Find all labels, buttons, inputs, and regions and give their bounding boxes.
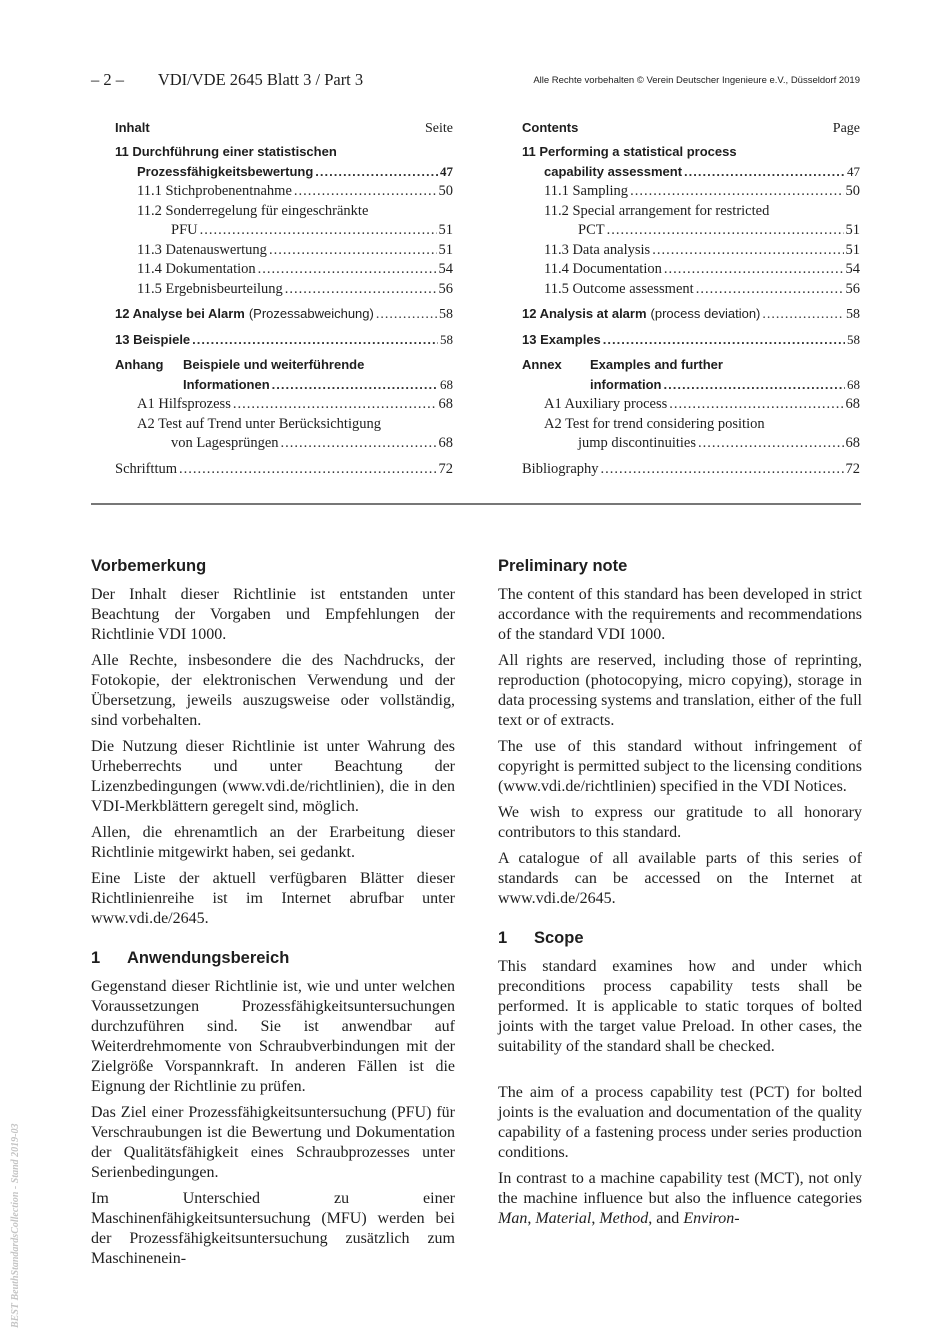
toc-entry[interactable]: jump discontinuities ..... 68 bbox=[522, 435, 860, 455]
toc-entry[interactable]: 11.3 Datenauswertung ..... 51 bbox=[115, 242, 453, 262]
toc-entry[interactable]: Anhang Beispiele und weiterführende bbox=[115, 357, 365, 372]
toc-entry[interactable]: 11.2 Sonderregelung für eingeschränkte bbox=[137, 202, 369, 219]
body-english bbox=[498, 555, 862, 1235]
toc-entry[interactable]: PCT ..... 51 bbox=[522, 222, 860, 242]
toc-entry[interactable]: 11.3 Data analysis ..... 51 bbox=[522, 242, 860, 262]
copyright-notice: Alle Rechte vorbehalten © Verein Deutscher Ingenieure e.V., Düsseldorf 2019 bbox=[533, 75, 860, 86]
toc-entry[interactable]: A1 Auxiliary process ..... 68 bbox=[522, 396, 860, 416]
paragraph: Die Nutzung dieser Richtlinie ist unter Wahrung des Urheberrechts und unter Beachtung der Lizenzbedingungen (www.vdi.de/richtlinien), die in den VDI-Merkblättern geregelt sind, möglich. bbox=[91, 738, 455, 815]
paragraph: In contrast to a machine capability test (MCT), not only the machine influence but also the influence categories Man, Material, Method, and Environ- bbox=[498, 1170, 862, 1227]
toc-entry[interactable]: 11.1 Stichprobenentnahme ..... 50 bbox=[115, 183, 453, 203]
paragraph: Gegenstand dieser Richtlinie ist, wie und unter welchen Voraussetzungen Prozessfähigkeitsuntersuchungen durchzuführen sind. Sie ist anwendbar auf Weiterdrehmomente von Schraubverbindungen mit der Zielgröße Vorspannkraft. In anderen Fällen ist die Eignung der Richtlinie zu prüfen. bbox=[91, 978, 455, 1095]
watermark-text: BEST BeuthStandardsCollection - Stand 2019-03 bbox=[10, 1123, 21, 1328]
section-heading: Vorbemerkung bbox=[91, 557, 207, 575]
toc-entry[interactable]: capability assessment ..... 47 bbox=[522, 164, 860, 184]
paragraph: Das Ziel einer Prozessfähigkeitsuntersuchung (PFU) für Verschraubungen ist die Bewertung und Dokumentation der Qualitätsfähigkeit eines Schraubprozesses unter Serienbedingungen. bbox=[91, 1104, 455, 1181]
toc-english bbox=[522, 120, 860, 480]
paragraph: A catalogue of all available parts of this series of standards can be accessed on the Internet at www.vdi.de/2645. bbox=[498, 850, 862, 907]
section-heading: Preliminary note bbox=[498, 557, 628, 575]
toc-entry[interactable]: PFU ..... 51 bbox=[115, 222, 453, 242]
toc-entry[interactable]: Informationen ..... 68 bbox=[115, 377, 453, 397]
paragraph: Eine Liste der aktuell verfügbaren Blätter dieser Richtlinienreihe ist im Internet abrufbar unter www.vdi.de/2645. bbox=[91, 870, 455, 927]
toc-entry[interactable]: 11.4 Dokumentation ..... 54 bbox=[115, 261, 453, 281]
toc-entry[interactable]: von Lagesprüngen ..... 68 bbox=[115, 435, 453, 455]
toc-entry[interactable]: 11.1 Sampling ..... 50 bbox=[522, 183, 860, 203]
toc-heading: Inhalt bbox=[115, 120, 150, 135]
toc-entry[interactable]: 11.5 Outcome assessment ..... 56 bbox=[522, 281, 860, 301]
toc-entry[interactable]: Schrifttum ..... 72 bbox=[115, 461, 453, 481]
paragraph: Im Unterschied zu einer Maschinenfähigkeitsuntersuchung (MFU) werden bei der Prozessfähigkeitsuntersuchung zusätzlich zum Maschinenein- bbox=[91, 1190, 455, 1267]
paragraph: We wish to express our gratitude to all honorary contributors to this standard. bbox=[498, 804, 862, 841]
toc-entry[interactable]: information ..... 68 bbox=[522, 377, 860, 397]
toc-entry[interactable]: 13 Examples ..... 58 bbox=[522, 332, 860, 352]
toc-german bbox=[115, 120, 453, 480]
paragraph: Allen, die ehrenamtlich an der Erarbeitung dieser Richtlinie mitgewirkt haben, sei gedankt. bbox=[91, 824, 455, 861]
toc-entry[interactable]: 13 Beispiele ..... 58 bbox=[115, 332, 453, 352]
section-heading: 1 Anwendungsbereich bbox=[91, 949, 290, 967]
toc-entry[interactable]: 11.5 Ergebnisbeurteilung ..... 56 bbox=[115, 281, 453, 301]
page-number: – 2 – bbox=[91, 70, 124, 89]
toc-entry[interactable]: 11.4 Documentation ..... 54 bbox=[522, 261, 860, 281]
toc-entry[interactable]: 12 Analysis at alarm (process deviation) ..... 58 bbox=[522, 306, 860, 326]
paragraph: The use of this standard without infringement of copyright is permitted subject to the licensing conditions (www.vdi.de/richtlinien) specified in the VDI Notices. bbox=[498, 738, 862, 795]
paragraph: This standard examines how and under which preconditions process capability tests shall be performed. It is applicable to static torques of bolted joints with the target value Preload. In other cases, the suitability of the standard shall be checked. bbox=[498, 958, 862, 1055]
toc-entry[interactable]: Prozessfähigkeitsbewertung ..... 47 bbox=[115, 164, 453, 184]
watermark bbox=[4, 1100, 24, 1330]
toc-entry[interactable]: 11 Performing a statistical process bbox=[522, 144, 737, 159]
toc-entry[interactable]: 11.2 Special arrangement for restricted bbox=[544, 202, 770, 219]
toc-heading: Contents bbox=[522, 120, 579, 135]
section-divider bbox=[91, 503, 861, 505]
paragraph: Alle Rechte, insbesondere die des Nachdrucks, der Fotokopie, der elektronischen Verwendung und der Übersetzung, jeweils auszugsweise oder vollständig, sind vorbehalten. bbox=[91, 652, 455, 729]
paragraph: The aim of a process capability test (PCT) for bolted joints is the evaluation and documentation of the quality capability of a fastening process under series production conditions. bbox=[498, 1084, 862, 1161]
document-title: VDI/VDE 2645 Blatt 3 / Part 3 bbox=[157, 70, 364, 89]
toc-entry[interactable]: 12 Analyse bei Alarm (Prozessabweichung) ..... 58 bbox=[115, 306, 453, 326]
section-heading: 1 Scope bbox=[498, 929, 584, 947]
toc-entry[interactable]: Annex Examples and further bbox=[522, 357, 723, 372]
toc-entry[interactable]: 11 Durchführung einer statistischen bbox=[115, 144, 337, 159]
toc-entry[interactable]: A2 Test auf Trend unter Berücksichtigung bbox=[137, 415, 381, 432]
toc-page-label: Page bbox=[832, 121, 860, 136]
toc-entry[interactable]: A2 Test for trend considering position bbox=[544, 415, 765, 432]
body-german bbox=[91, 555, 455, 1275]
toc-entry[interactable]: A1 Hilfsprozess ..... 68 bbox=[115, 396, 453, 416]
paragraph: The content of this standard has been developed in strict accordance with the requirements and recommendations of the standard VDI 1000. bbox=[498, 586, 862, 643]
toc-page-label: Seite bbox=[425, 121, 453, 136]
paragraph: All rights are reserved, including those of reprinting, reproduction (photocopying, micro copying), storage in data processing systems and translation, either of the full text or of extracts. bbox=[498, 652, 862, 729]
page-header bbox=[91, 70, 363, 90]
paragraph: Der Inhalt dieser Richtlinie ist entstanden unter Beachtung der Vorgaben und Empfehlungen der Richtlinie VDI 1000. bbox=[91, 586, 455, 643]
toc-entry[interactable]: Bibliography ..... 72 bbox=[522, 461, 860, 481]
